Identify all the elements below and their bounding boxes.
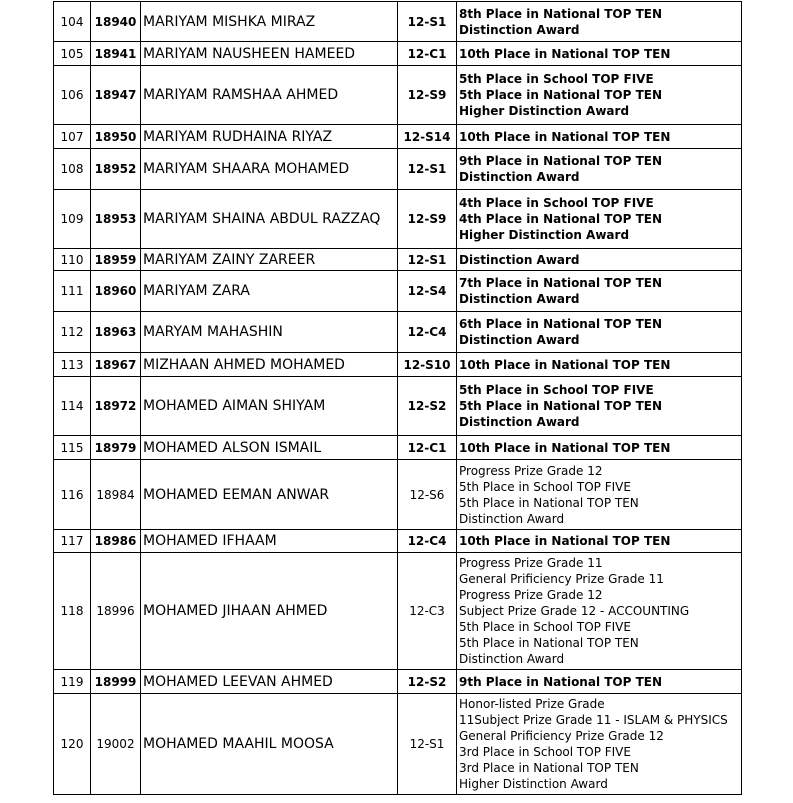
award-line: Higher Distinction Award (459, 777, 608, 791)
student-name-cell: MARIYAM ZAINY ZAREER (141, 249, 398, 271)
index-number-cell: 18941 (91, 42, 141, 66)
index-number-cell: 18972 (91, 377, 141, 436)
index-number-cell: 18960 (91, 271, 141, 312)
award-line: 10th Place in National TOP TEN (459, 46, 671, 61)
class-cell: 12-C4 (398, 312, 457, 353)
student-name-cell: MOHAMED IFHAAM (141, 530, 398, 553)
index-number-cell: 18953 (91, 190, 141, 249)
award-line: 10th Place in National TOP TEN (459, 534, 671, 548)
row-number-cell: 117 (54, 530, 91, 553)
award-line: Progress Prize Grade 12 (459, 588, 603, 602)
student-name-cell: MARYAM MAHASHIN (141, 312, 398, 353)
student-name-cell: MARIYAM RUDHAINA RIYAZ (141, 125, 398, 149)
award-line: 10th Place in National TOP TEN (459, 440, 671, 455)
row-number-cell: 119 (54, 670, 91, 694)
awards-cell (457, 2, 742, 42)
class-cell: 12-S14 (398, 125, 457, 149)
row-number-cell: 108 (54, 149, 91, 190)
award-line: 11Subject Prize Grade 11 - ISLAM & PHYSICS (459, 713, 728, 727)
award-line: Distinction Award (459, 170, 580, 184)
student-name-cell: MOHAMED EEMAN ANWAR (141, 460, 398, 530)
award-line: 7th Place in National TOP TEN (459, 276, 663, 290)
award-line: Progress Prize Grade 11 (459, 556, 603, 570)
award-line: Distinction Award (459, 511, 565, 526)
class-cell: 12-C4 (398, 530, 457, 553)
awards-cell (457, 670, 742, 694)
award-line: Higher Distinction Award (459, 228, 630, 242)
row-number-cell: 105 (54, 42, 91, 66)
student-name-cell: MOHAMED AIMAN SHIYAM (141, 377, 398, 436)
award-line: Subject Prize Grade 12 - ACCOUNTING (459, 604, 690, 618)
table-row (54, 2, 742, 42)
index-number-cell: 18959 (91, 249, 141, 271)
award-line: 6th Place in National TOP TEN (459, 317, 663, 331)
row-number-cell: 118 (54, 553, 91, 670)
row-number-cell: 107 (54, 125, 91, 149)
award-line: Distinction Award (459, 252, 580, 267)
class-cell: 12-S9 (398, 66, 457, 125)
class-cell: 12-S4 (398, 271, 457, 312)
awards-cell (457, 190, 742, 249)
index-number-cell: 18999 (91, 670, 141, 694)
award-line: Distinction Award (459, 22, 580, 37)
row-number-cell: 115 (54, 436, 91, 460)
index-number-cell: 18947 (91, 66, 141, 125)
table-row (54, 271, 742, 312)
awards-table-body (54, 2, 742, 795)
awards-cell (457, 530, 742, 553)
table-row (54, 66, 742, 125)
table-row (54, 353, 742, 377)
table-row (54, 42, 742, 66)
index-number-cell: 18950 (91, 125, 141, 149)
award-line: Distinction Award (459, 292, 580, 306)
student-name-cell: MARIYAM MISHKA MIRAZ (141, 2, 398, 42)
table-row (54, 249, 742, 271)
index-number-cell: 18963 (91, 312, 141, 353)
award-line: 5th Place in School TOP FIVE (459, 383, 654, 397)
row-number-cell: 104 (54, 2, 91, 42)
row-number-cell: 116 (54, 460, 91, 530)
awards-cell (457, 66, 742, 125)
award-line: 8th Place in National TOP TEN (459, 6, 663, 21)
award-line: General Prificiency Prize Grade 11 (459, 572, 664, 586)
index-number-cell: 18986 (91, 530, 141, 553)
awards-cell (457, 149, 742, 190)
index-number-cell: 19002 (91, 694, 141, 795)
class-cell: 12-C1 (398, 436, 457, 460)
index-number-cell: 18952 (91, 149, 141, 190)
table-row (54, 553, 742, 670)
award-line: 3rd Place in School TOP FIVE (459, 745, 631, 759)
awards-cell (457, 125, 742, 149)
award-line: Higher Distinction Award (459, 104, 630, 118)
student-name-cell: MARIYAM SHAINA ABDUL RAZZAQ (141, 190, 398, 249)
index-number-cell: 18996 (91, 553, 141, 670)
award-line: 10th Place in National TOP TEN (459, 357, 671, 372)
row-number-cell: 110 (54, 249, 91, 271)
student-name-cell: MARIYAM NAUSHEEN HAMEED (141, 42, 398, 66)
award-line: 9th Place in National TOP TEN (459, 674, 663, 689)
award-line: 10th Place in National TOP TEN (459, 129, 671, 144)
class-cell: 12-S1 (398, 149, 457, 190)
award-line: 5th Place in School TOP FIVE (459, 72, 654, 86)
table-row (54, 377, 742, 436)
index-number-cell: 18979 (91, 436, 141, 460)
awards-cell (457, 553, 742, 670)
row-number-cell: 109 (54, 190, 91, 249)
row-number-cell: 120 (54, 694, 91, 795)
award-line: 4th Place in National TOP TEN (459, 212, 663, 226)
awards-cell (457, 694, 742, 795)
award-line: 5th Place in National TOP TEN (459, 636, 639, 650)
student-name-cell: MOHAMED LEEVAN AHMED (141, 670, 398, 694)
award-line: Progress Prize Grade 12 (459, 463, 603, 478)
award-line: 5th Place in School TOP FIVE (459, 620, 631, 634)
award-line: 9th Place in National TOP TEN (459, 154, 663, 168)
awards-table (53, 1, 742, 795)
table-row (54, 460, 742, 530)
table-row (54, 694, 742, 795)
awards-cell (457, 312, 742, 353)
index-number-cell: 18940 (91, 2, 141, 42)
award-line: 5th Place in School TOP FIVE (459, 479, 631, 494)
index-number-cell: 18984 (91, 460, 141, 530)
row-number-cell: 112 (54, 312, 91, 353)
awards-cell (457, 460, 742, 530)
award-line: 5th Place in National TOP TEN (459, 88, 663, 102)
class-cell: 12-C1 (398, 42, 457, 66)
table-row (54, 436, 742, 460)
student-name-cell: MOHAMED JIHAAN AHMED (141, 553, 398, 670)
student-name-cell: MARIYAM SHAARA MOHAMED (141, 149, 398, 190)
class-cell: 12-S9 (398, 190, 457, 249)
award-line: 5th Place in National TOP TEN (459, 495, 639, 510)
student-name-cell: MARIYAM ZARA (141, 271, 398, 312)
row-number-cell: 106 (54, 66, 91, 125)
class-cell: 12-C3 (398, 553, 457, 670)
class-cell: 12-S1 (398, 2, 457, 42)
award-line: Distinction Award (459, 415, 580, 429)
award-line: 5th Place in National TOP TEN (459, 399, 663, 413)
row-number-cell: 114 (54, 377, 91, 436)
awards-cell (457, 353, 742, 377)
student-name-cell: MOHAMED ALSON ISMAIL (141, 436, 398, 460)
class-cell: 12-S1 (398, 694, 457, 795)
award-line: Distinction Award (459, 333, 580, 347)
award-line: 3rd Place in National TOP TEN (459, 761, 639, 775)
row-number-cell: 111 (54, 271, 91, 312)
table-row (54, 530, 742, 553)
class-cell: 12-S6 (398, 460, 457, 530)
award-line: Distinction Award (459, 652, 565, 666)
awards-cell (457, 377, 742, 436)
student-name-cell: MIZHAAN AHMED MOHAMED (141, 353, 398, 377)
table-row (54, 190, 742, 249)
awards-cell (457, 249, 742, 271)
awards-cell (457, 436, 742, 460)
award-line: Honor-listed Prize Grade (459, 697, 605, 711)
row-number-cell: 113 (54, 353, 91, 377)
award-line: General Prificiency Prize Grade 12 (459, 729, 664, 743)
class-cell: 12-S1 (398, 249, 457, 271)
student-name-cell: MOHAMED MAAHIL MOOSA (141, 694, 398, 795)
class-cell: 12-S2 (398, 377, 457, 436)
table-row (54, 312, 742, 353)
student-name-cell: MARIYAM RAMSHAA AHMED (141, 66, 398, 125)
table-row (54, 125, 742, 149)
award-line: 4th Place in School TOP FIVE (459, 196, 654, 210)
awards-cell (457, 271, 742, 312)
index-number-cell: 18967 (91, 353, 141, 377)
class-cell: 12-S10 (398, 353, 457, 377)
table-row (54, 149, 742, 190)
awards-cell (457, 42, 742, 66)
class-cell: 12-S2 (398, 670, 457, 694)
table-row (54, 670, 742, 694)
